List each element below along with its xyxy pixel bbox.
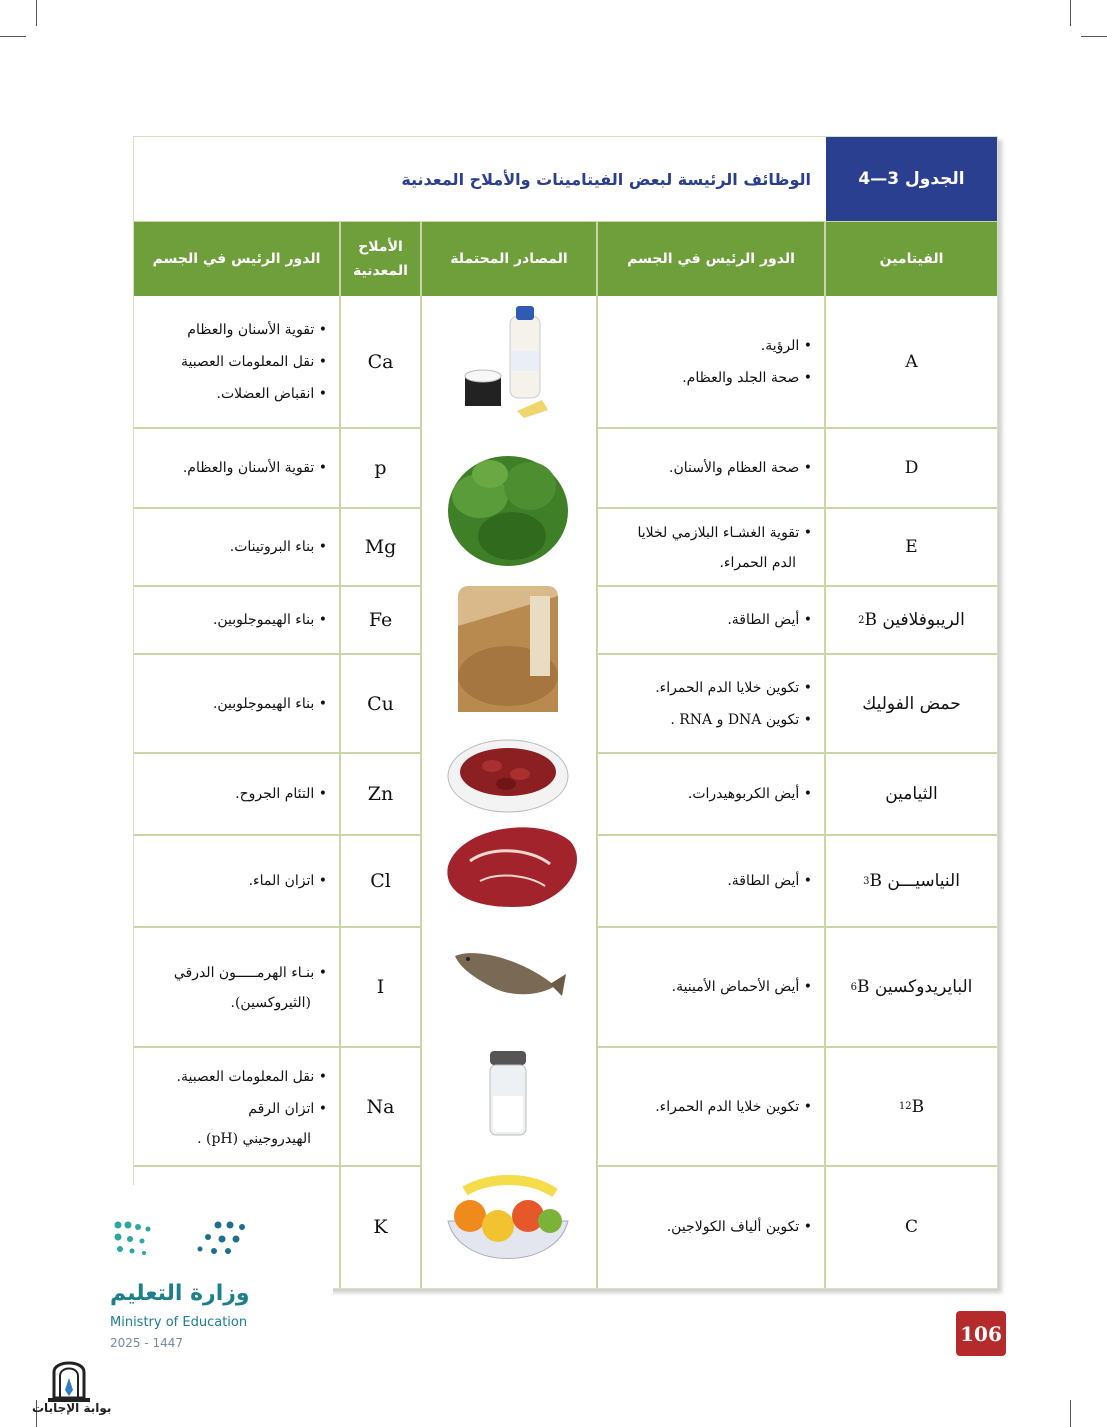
table-label: الجدول 3—4 (826, 137, 997, 221)
mineral-role-item: • بناء الهيموجلوبين. (213, 604, 327, 636)
column-divider (339, 222, 341, 1288)
mineral-symbol: Mg (364, 536, 397, 558)
mineral-symbol: p (374, 457, 387, 479)
vitamin-role-item: • صحة العظام والأسنان. (669, 452, 812, 484)
table-title-bar (134, 137, 997, 222)
salt-shaker-image (490, 1051, 526, 1135)
header-mineral (341, 222, 420, 296)
mineral-role (181, 296, 327, 428)
table-header (134, 222, 997, 296)
vitamin-role-item: • أيض الطاقة. (727, 865, 812, 897)
vitamin-role (682, 296, 812, 428)
vitamin-name: الريبوفلافين B 2 (858, 610, 965, 630)
mineral-role (213, 586, 327, 654)
vitamin-subscript: 3 (863, 875, 870, 887)
vitamin-role-item: • صحة الجلد والعظام. (682, 362, 812, 394)
crop-mark (36, 0, 37, 26)
leafy-greens-image (448, 456, 568, 566)
crop-mark (1081, 36, 1107, 37)
mineral-role-item: • بنـاء الهرمـــــون الدرقي (174, 957, 327, 989)
food-sources-images (420, 296, 596, 1286)
ministry-logo (100, 1185, 333, 1365)
vitamin-role (727, 586, 812, 654)
vitamin-name: البايريدوكسين B 6 (850, 977, 973, 997)
vitamin-role-item: • تكوين ألياف الكولاجين. (667, 1211, 812, 1243)
mineral-role (230, 508, 327, 586)
mineral-role-item: • تقوية الأسنان والعظام. (183, 452, 327, 484)
mineral-role (183, 428, 327, 508)
mineral-symbol: K (373, 1216, 388, 1238)
mineral-role-item: • التئام الجروح. (235, 778, 327, 810)
mineral-role-item: • نقل المعلومات العصبية. (177, 1061, 327, 1093)
mineral-role-item: • نقل المعلومات العصبية (181, 346, 327, 378)
mineral-symbol: Ca (367, 351, 394, 373)
vitamin-subscript: 12 (898, 1101, 912, 1112)
vitamin-role (672, 927, 812, 1047)
header-mineral-role: الدور الرئيس في الجسم (152, 251, 321, 267)
fruit-bowl-image (448, 1180, 568, 1259)
vitamin-role-item: • تقوية الغشـاء البلازمي لخلايا (637, 517, 812, 549)
mineral-role-item: • اتزان الرقم (177, 1093, 327, 1125)
mineral-role (235, 753, 327, 835)
crop-mark (0, 36, 26, 37)
mineral-symbol: Zn (367, 783, 394, 805)
mineral-role (249, 835, 327, 927)
vitamin-subscript: 2 (858, 614, 865, 626)
badge-label: بوابة الإجابات (32, 1401, 112, 1415)
mineral-role-item: • انقباض العضلات. (181, 378, 327, 410)
vitamin-role (655, 1047, 812, 1166)
header-mineral-line1: الأملاح (358, 239, 403, 255)
logo-english: Ministry of Education (110, 1315, 248, 1330)
vitamins-minerals-table (133, 136, 998, 1289)
mineral-role-item: • اتزان الماء. (249, 865, 327, 897)
vitamin-role-item: • تكوين DNA و RNA . (655, 704, 812, 736)
vitamin-name: A (905, 352, 918, 372)
header-mineral-line2: المعدنية (353, 263, 408, 279)
vitamin-role-item: • أيض الكربوهيدرات. (688, 778, 812, 810)
vitamin-role (655, 654, 812, 753)
vitamin-role-item: • الرؤية. (682, 330, 812, 362)
vitamin-role-item: • أيض الأحماض الأمينية. (672, 971, 812, 1003)
mineral-role-continuation: (الثيروكسين). (230, 995, 311, 1011)
vitamin-name: الثيامين (885, 784, 938, 804)
mineral-role (177, 1047, 327, 1166)
mineral-symbol: Na (366, 1095, 395, 1118)
column-divider (824, 222, 826, 1288)
crop-mark (1070, 1400, 1071, 1427)
crop-mark (1070, 0, 1071, 26)
fish-image (455, 953, 566, 996)
vitamin-name: حمض الفوليك (862, 693, 961, 714)
milk-and-cheese-image (465, 306, 548, 418)
mineral-role-item: • بناء الهيموجلوبين. (213, 688, 327, 720)
vitamin-name: D (904, 458, 919, 478)
vitamin-role (667, 1166, 812, 1288)
mineral-role-item: • تقوية الأسنان والعظام (181, 314, 327, 346)
vitamin-name: E (905, 537, 918, 557)
mineral-symbol: Fe (368, 609, 393, 631)
mineral-role-item: • بناء البروتينات. (230, 531, 327, 563)
header-sources: المصادر المحتملة (450, 251, 568, 267)
mineral-symbol: Cl (370, 870, 391, 892)
vitamin-role-item: • أيض الطاقة. (727, 604, 812, 636)
page-number: 106 (956, 1311, 1006, 1356)
mineral-symbol: Cu (367, 692, 394, 715)
vitamin-name: النياسيـــن B 3 (863, 871, 960, 891)
vitamin-role (669, 428, 812, 508)
table-title: الوظائف الرئيسة لبعض الفيتامينات والأملاح المعدنية (401, 169, 811, 189)
logo-arabic: وزارة التعليم (110, 1281, 250, 1306)
whole-grains-image (458, 586, 558, 712)
mineral-role (174, 927, 327, 1047)
vitamin-role-continuation: الدم الحمراء. (719, 555, 796, 571)
kidney-beans-image (448, 740, 568, 812)
vitamin-role (688, 753, 812, 835)
mineral-symbol: I (376, 976, 385, 998)
vitamin-role-item: • تكوين خلايا الدم الحمراء. (655, 1091, 812, 1123)
vitamin-subscript: 6 (850, 981, 857, 993)
column-divider (596, 222, 598, 1288)
header-vitamin: الفيتامين (879, 251, 944, 267)
header-vitamin-role: الدور الرئيس في الجسم (627, 251, 795, 267)
vitamin-name: C (905, 1217, 919, 1237)
vitamin-role (637, 508, 812, 586)
mineral-role-continuation: الهيدروجيني (pH) . (197, 1130, 311, 1147)
mineral-role (213, 654, 327, 753)
vitamin-name: B 12 (898, 1096, 925, 1117)
red-meat-image (447, 827, 577, 907)
logo-year: 2025 - 1447 (110, 1336, 184, 1350)
vitamin-role-item: • تكوين خلايا الدم الحمراء. (655, 672, 812, 704)
vitamin-role (727, 835, 812, 927)
